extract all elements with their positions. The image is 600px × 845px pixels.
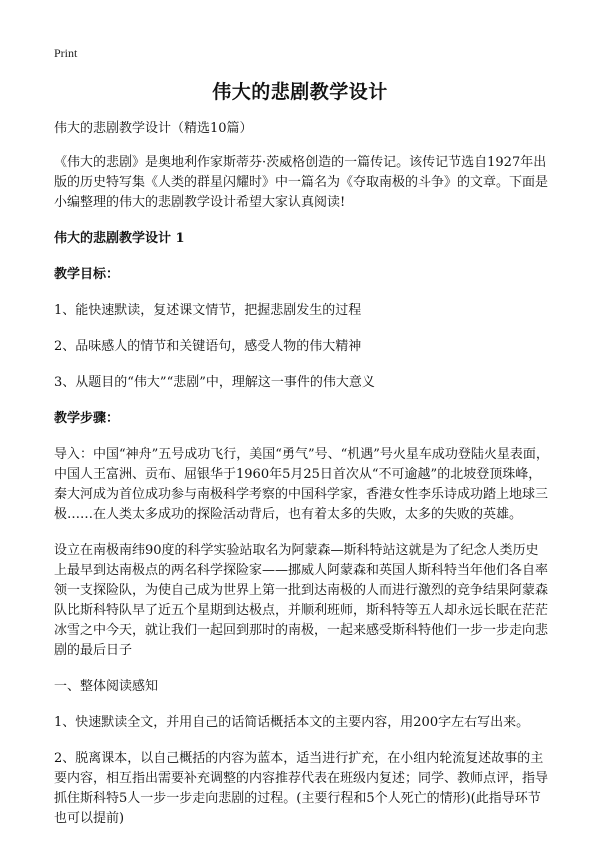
intro-paragraph: 《伟大的悲剧》是奥地利作家斯蒂芬·茨威格创造的一篇传记。该传记节选自1927年出版的历史特写集《人类的群星闪耀时》中一篇名为《夺取南极的斗争》的文章。下面是小编整理的伟大的悲剧教学设计希望大家认真阅读! xyxy=(54,155,549,210)
goal-item-1: 1、能快速默读，复述课文情节，把握悲剧发生的过程 xyxy=(54,303,362,318)
lead-in-paragraph: 导入：中国“神舟”五号成功飞行，美国“勇气”号、“机遇”号火星车成功登陆火星表面，中国人王富洲、贡布、屈银华于1960年5月25日首次从“不可逾越”的北坡登顶珠峰，秦大河成为首位成功参与南极科学考察的中国科学家，香港女性李乐诗成功踏上地球三极……在人类太多成功的探险活动背后，也有着太多的失败，太多的失败的英雄。 xyxy=(54,447,549,522)
background-paragraph: 设立在南极南纬90度的科学实验站取名为阿蒙森—斯科特站这就是为了纪念人类历史上最早到达南极点的两名科学探险家——挪威人阿蒙森和英国人斯科特当年他们各自率领一支探险队，为使自己成为世界上第一批到达南极的人而进行激烈的竞争结果阿蒙森队比斯科特队早了近五个星期到达极点，并顺利班师，斯科特等五人却永远长眠在茫茫冰雪之中今天，就让我们一起回到那时的南极，一起来感受斯科特他们一步一步走向悲剧的最后日子 xyxy=(54,543,549,658)
part1-item-1: 1、快速默读全文，并用自己的话简话概括本文的主要内容，用200字左右写出来。 xyxy=(54,715,530,730)
part1-heading: 一、整体阅读感知 xyxy=(54,679,159,694)
section-heading: 伟大的悲剧教学设计 1 xyxy=(54,231,185,246)
part1-item-2: 2、脱离课本，以自己概括的内容为蓝本，适当进行扩充，在小组内轮流复述故事的主要内容，相互指出需要补充调整的内容推荐代表在班级内复述；同学、教师点评，指导抓住斯科特5人一步一步走向悲剧的过程。(主要行程和5个人死亡的情形)(此指导环节也可以提前) xyxy=(54,751,549,826)
article-body xyxy=(54,119,550,845)
goal-item-2: 2、品味感人的情节和关键语句，感受人物的伟大精神 xyxy=(54,339,362,354)
print-link[interactable]: Print xyxy=(54,46,78,60)
steps-heading: 教学步骤： xyxy=(54,411,120,426)
goals-heading: 教学目标： xyxy=(54,267,120,282)
subtitle: 伟大的悲剧教学设计（精选10篇） xyxy=(54,121,253,136)
goal-item-3: 3、从题目的“伟大”“悲剧”中，理解这一事件的伟大意义 xyxy=(54,375,375,390)
page-title: 伟大的悲剧教学设计 xyxy=(212,81,388,103)
